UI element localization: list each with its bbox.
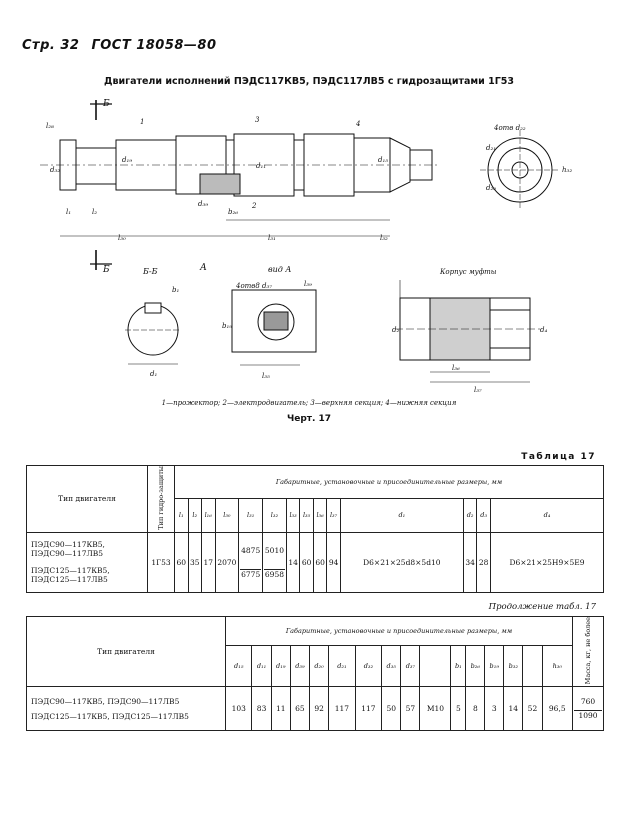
col-type-2: Тип двигателя — [27, 617, 226, 687]
h-l30: l₃₀ — [215, 499, 239, 532]
section-bb-label: Б-Б — [143, 267, 158, 276]
dim-d32: d₃₂ — [50, 166, 61, 174]
h2-blank2 — [523, 645, 542, 687]
h2-d21: d₂₁ — [329, 645, 355, 687]
h-l37: l₃₇ — [327, 499, 341, 532]
cell-l33: 14 — [286, 532, 300, 592]
cell-l31: 4875 6775 — [239, 532, 263, 592]
figure-number: Черт. 17 — [286, 414, 332, 424]
h-l2: l₂ — [188, 499, 202, 532]
table-caption: Таблица 17 — [521, 452, 596, 462]
h2-h30: h₃₀ — [542, 645, 572, 687]
cell-l36: 60 — [313, 532, 327, 592]
dim-d11: d₁₁ — [256, 162, 267, 170]
callout-1: 1 — [140, 118, 145, 126]
page-number: Стр. 32 — [22, 38, 80, 53]
v-b26: 8 — [466, 687, 485, 731]
cell-d3: 28 — [477, 532, 491, 592]
h-l33: l₃₃ — [286, 499, 300, 532]
h-l16: l₁₆ — [202, 499, 216, 532]
h2-d11: d₁₁ — [252, 645, 271, 687]
dim-d4: d₄ — [540, 326, 548, 334]
v-d35: 50 — [382, 687, 401, 731]
v-h30: 96,5 — [542, 687, 572, 731]
dim-l30: l₃₀ — [118, 234, 126, 242]
v-d21: 117 — [329, 687, 355, 731]
v-thread: M10 — [420, 687, 451, 731]
h-l32: l₃₂ — [263, 499, 287, 532]
cell-l2: 35 — [188, 532, 202, 592]
type-cell-2: ПЭДС90—117КВ5, ПЭДС90—117ЛВ5 ПЭДС125—117КВ5, ПЭДС125—117ЛВ5 — [27, 687, 226, 731]
h-l31: l₃₁ — [239, 499, 263, 532]
group-header: Габаритные, установочные и присоединительные размеры, мм — [175, 466, 604, 499]
v-b1: 5 — [451, 687, 466, 731]
cell-l35: 60 — [300, 532, 314, 592]
h-d4: d₄ — [491, 499, 604, 532]
table-continuation-caption: Продолжение табл. 17 — [488, 602, 596, 612]
h2-b26: b₂₆ — [466, 645, 485, 687]
coupling-label: Корпус муфты — [440, 268, 497, 276]
cell-d1: D6×21×25d8×5d10 — [340, 532, 463, 592]
dim-d1: d₁ — [150, 370, 158, 378]
bolt-holes-label: 4отв d₂₂ — [494, 124, 526, 132]
type-cell: ПЭДС90—117КВ5, ПЭДС90—117ЛВ5 ПЭДС125—117КВ5, ПЭДС125—117ЛВ5 — [27, 532, 148, 592]
dim-l36: l₃₆ — [452, 364, 460, 372]
callout-2: 2 — [252, 202, 257, 210]
dim-d20: d₂₀ — [486, 184, 497, 192]
v-d39: 65 — [290, 687, 309, 731]
v-b19: 3 — [485, 687, 504, 731]
cell-d4: D6×21×25H9×5E9 — [491, 532, 604, 592]
cell-d2: 34 — [463, 532, 477, 592]
figure-legend: 1—прожектор; 2—электродвигатель; 3—верхняя секция; 4—нижняя секция — [161, 399, 457, 407]
arrow-b-label-top: Б — [103, 99, 110, 109]
view-a-label: вид А — [268, 265, 292, 274]
dim-l39: l₃₉ — [304, 280, 312, 288]
arrow-b-label-bottom: Б — [103, 265, 110, 275]
h2-b32: b₃₂ — [504, 645, 523, 687]
h2-b19: b₁₉ — [485, 645, 504, 687]
cell-l1: 60 — [175, 532, 189, 592]
v-extra: 52 — [523, 687, 542, 731]
h2-b1: b₁ — [451, 645, 466, 687]
callout-4: 4 — [356, 120, 361, 128]
h2-d32: d₃₂ — [355, 645, 381, 687]
cell-l30: 2070 — [215, 532, 239, 592]
h-l36: l₃₆ — [313, 499, 327, 532]
cell-l32: 5010 6958 — [263, 532, 287, 592]
v-d32: 117 — [355, 687, 381, 731]
dim-l2: l₂ — [92, 208, 98, 216]
v-d19: 11 — [271, 687, 290, 731]
dim-l37: l₃₇ — [474, 386, 482, 394]
table-17-continued — [26, 616, 604, 731]
v-d11: 83 — [252, 687, 271, 731]
standard-number: ГОСТ 18058—80 — [91, 38, 217, 53]
dim-h32: h₃₂ — [562, 166, 573, 174]
arrow-a-label: А — [200, 263, 207, 273]
h2-d19: d₁₉ — [271, 645, 290, 687]
h-l1: l₁ — [175, 499, 189, 532]
dim-d19: d₁₉ — [122, 156, 133, 164]
h-l35: l₃₅ — [300, 499, 314, 532]
bolt-holes-label-2: 4отв8 d₃₇ — [236, 282, 273, 290]
dim-l1: l₁ — [66, 208, 72, 216]
cell-l16: 17 — [202, 532, 216, 592]
projector-end — [76, 148, 116, 184]
dim-d21: d₂₁ — [486, 144, 497, 152]
v-d15: 103 — [226, 687, 252, 731]
dim-d39: d₃₉ — [198, 200, 209, 208]
h-d2: d₂ — [463, 499, 477, 532]
h2-d35: d₃₅ — [382, 645, 401, 687]
table-row — [27, 532, 604, 592]
col-gidro: Тип гидро-защиты — [148, 466, 175, 533]
h2-d20: d₂₀ — [310, 645, 329, 687]
h2-d39: d₃₉ — [290, 645, 309, 687]
figure-title: Двигатели исполнений ПЭДС117КВ5, ПЭДС117ЛВ5 с гидрозащитами 1Г53 — [103, 76, 515, 87]
dim-b26: b₂₆ — [228, 208, 239, 216]
cell-l37: 94 — [327, 532, 341, 592]
v-d37: 57 — [401, 687, 420, 731]
h2-blank — [420, 645, 451, 687]
h-d3: d₃ — [477, 499, 491, 532]
col-type: Тип двигателя — [27, 466, 148, 533]
dim-l31: l₃₁ — [268, 234, 276, 242]
dim-d15: d₁₅ — [378, 156, 389, 164]
h2-d37: d₃₇ — [401, 645, 420, 687]
dim-l28: l₂₈ — [46, 122, 54, 130]
mass-cell: 760 1090 — [573, 687, 604, 731]
dim-b19: b₁₉ — [222, 322, 233, 330]
col-mass: Масса, кг, не более — [573, 617, 604, 687]
dim-l32: l₃₂ — [380, 234, 388, 242]
dim-d2: d₂ — [392, 326, 400, 334]
gidro-cell: 1Г53 — [148, 532, 175, 592]
group-header-2: Габаритные, установочные и присоединительные размеры, мм — [226, 617, 573, 646]
h2-d15: d₁₅ — [226, 645, 252, 687]
dim-b1: b₁ — [172, 286, 180, 294]
table-row — [27, 687, 604, 731]
dim-l35: l₃₅ — [262, 372, 270, 380]
h-d1: d₁ — [340, 499, 463, 532]
table-17 — [26, 465, 604, 593]
v-b32: 14 — [504, 687, 523, 731]
v-d20: 92 — [310, 687, 329, 731]
callout-3: 3 — [255, 116, 260, 124]
